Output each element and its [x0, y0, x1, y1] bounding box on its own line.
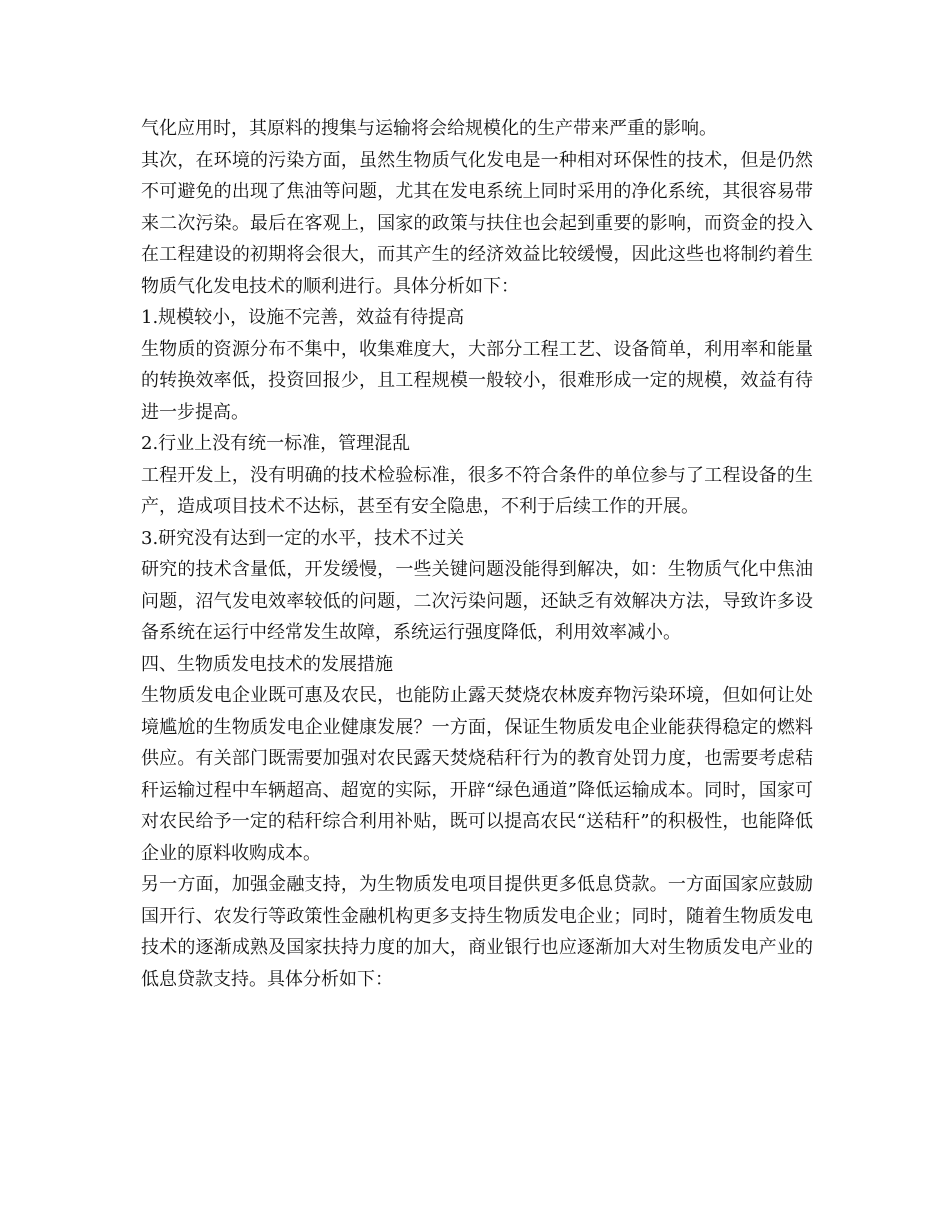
section-heading-2: 2.行业上没有统一标准，管理混乱: [141, 433, 411, 454]
document-page: [141, 113, 813, 995]
paragraph-2: 其次，在环境的污染方面，虽然生物质气化发电是一种相对环保性的技术，但是仍然不可避免的出现了焦油等问题，尤其在发电系统上同时采用的净化系统，其很容易带来二次污染。最后在客观上，国家的政策与扶住也会起到重要的影响，而资金的投入在工程建设的初期将会很大，而其产生的经济效益比较缓慢，因此这些也将制约着生物质气化发电技术的顺利进行。具体分析如下：: [141, 149, 813, 297]
paragraph-6: 生物质发电企业既可惠及农民，也能防止露天焚烧农林废弃物污染环境，但如何让处境尴尬的生物质发电企业健康发展？一方面，保证生物质发电企业能获得稳定的燃料供应。有关部门既需要加强对农民露天焚烧秸秆行为的教育处罚力度，也需要考虑秸秆运输过程中车辆超高、超宽的实际，开辟“绿色通道”降低运输成本。同时，国家可对农民给予一定的秸秆综合利用补贴，既可以提高农民“送秸秆”的积极性，也能降低企业的原料收购成本。: [141, 685, 813, 864]
section-heading-4: 四、生物质发电技术的发展措施: [141, 653, 393, 675]
section-heading-3: 3.研究没有达到一定的水平，技术不过关: [141, 527, 465, 549]
paragraph-7: 另一方面，加强金融支持，为生物质发电项目提供更多低息贷款。一方面国家应鼓励国开行、农发行等政策性金融机构更多支持生物质发电企业；同时，随着生物质发电技术的逐渐成熟及国家扶持力度的加大，商业银行也应逐渐加大对生物质发电产业的低息贷款支持。具体分析如下：: [141, 874, 813, 990]
paragraph-4: 工程开发上，没有明确的技术检验标准，很多不符合条件的单位参与了工程设备的生产，造成项目技术不达标，甚至有安全隐患，不利于后续工作的开展。: [141, 464, 813, 517]
paragraph-5: 研究的技术含量低，开发缓慢，一些关键问题没能得到解决，如：生物质气化中焦油问题，沼气发电效率较低的问题，二次污染问题，还缺乏有效解决方法，导致许多设备系统在运行中经常发生故障，系统运行强度降低，利用效率减小。: [141, 559, 813, 643]
section-heading-1: 1.规模较小，设施不完善，效益有待提高: [141, 307, 465, 328]
paragraph-3: 生物质的资源分布不集中，收集难度大，大部分工程工艺、设备简单，利用率和能量的转换效率低，投资回报少，且工程规模一般较小，很难形成一定的规模，效益有待进一步提高。: [141, 338, 813, 423]
paragraph-1: 气化应用时，其原料的搜集与运输将会给规模化的生产带来严重的影响。: [141, 118, 717, 139]
